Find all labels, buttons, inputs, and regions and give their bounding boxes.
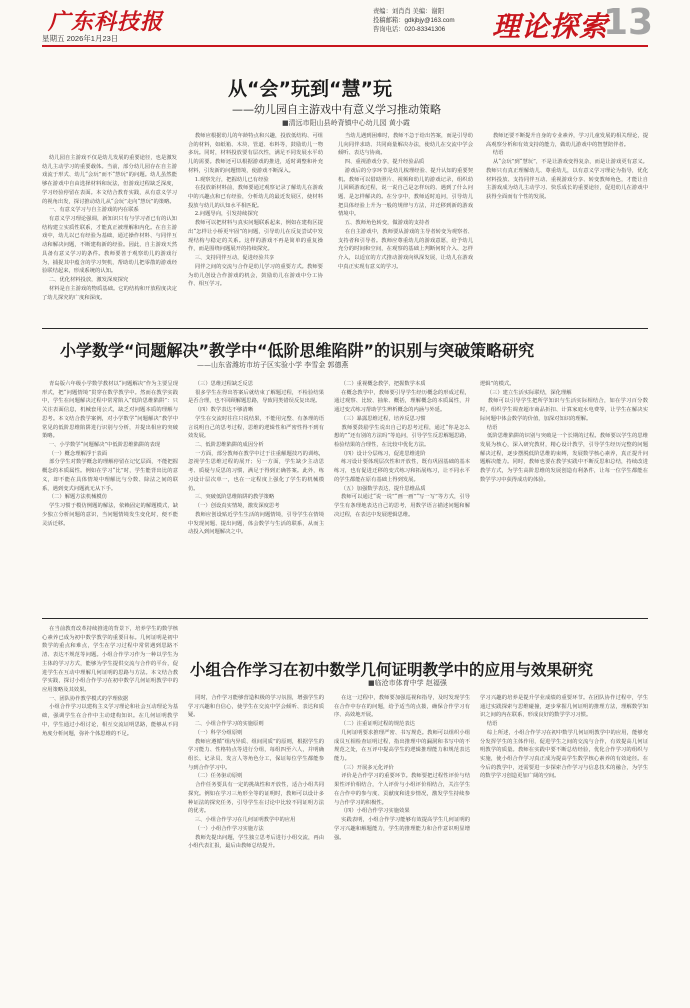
publication-date: 星期五 2026年1月23日 bbox=[42, 34, 119, 43]
masthead-divider bbox=[42, 45, 648, 47]
article2-column-2: （三）思维过程缺乏反思 很多学生在得出答案后就结束了解题过程，不检验结果是否合理，也不回顾解题思路，导致同类错误反复出现。 （四）数学表达不够清晰 学生在交流时往往只说结果，不能用完整、有条理的语言说明自己的思考过程，思维的逻辑性和严密性得不到有效发展。 二、低阶思维陷阱的成因分析 一方面，部分教师在教学中过于注重解题技巧的训练，忽视学生思维过程的展开；另一方面，学生缺少主动思考、质疑与反思的习惯，满足于得到正确答案。此外，练习设计层次单一，也在一定程度上强化了学生的机械模仿。 三、突破低阶思维陷阱的教学策略 （一）创设真实情境，激发深度思考 教师应创设贴近学生生活的问题情境，引导学生在情境中发现问题、提出问题，体会数学与生活的联系，从而主动投入到问题解决之中。 bbox=[188, 381, 324, 536]
section-divider bbox=[42, 328, 648, 329]
article3-title: 小组合作学习在初中数学几何证明教学中的应用与效果研究 bbox=[190, 661, 594, 679]
article1-column-2: 教师应根据幼儿的年龄特点和兴趣，投放低结构、可组合的材料，如纸箱、木块、管道、布料等，鼓励幼儿一物多玩。同时，材料投放要有层次性，满足不同发展水平幼儿的需要。教师还可以根据游戏的推进，适时调整和补充材料，引发新的问题情境，使游戏不断深入。 1.观察先行，把握幼儿已有经验 在投放新材料前，教师要通过观察记录了解幼儿在游戏中的兴趣点和已有经验，分析幼儿的最近发展区，使材料投放与幼儿的认知水平相匹配。 2.问题导向，引发持续探究 教师可以把材料与真实问题联系起来，例如在建构区提出“怎样让小桥更牢固”的问题，引导幼儿在反复尝试中发现结构与稳定的关系。这样的游戏不再是简单的重复操作，而是围绕问题展开的持续探究。 三、支持同伴互动，促进经验共享 同伴之间的交流与合作是幼儿学习的重要方式。教师要为幼儿创设合作游戏的机会，鼓励幼儿在游戏中分工协作、相互学习。 bbox=[188, 133, 323, 288]
article1-column-4: 教师还要不断提升自身的专业素养，学习儿童发展的相关理论，提高观察分析和有效支持的能力，做幼儿游戏中的智慧陪伴者。 结语 从“会玩”到“慧玩”，不是让游戏变得复杂，而是让游戏更有意义。教师只有真正理解幼儿、尊重幼儿，以有意义学习理论为指导，优化材料投放、支持同伴互动、重视游戏分享、转变教师角色，才能让自主游戏成为幼儿主动学习、快乐成长的重要途径，促进幼儿在游戏中获得全面而有个性的发展。 bbox=[486, 133, 648, 201]
article1-byline: ■清远市阳山县岭背镇中心幼儿园 黄小霞 bbox=[282, 119, 410, 127]
article3-byline: ■临沧市体育中学 赵福强 bbox=[368, 679, 447, 687]
article1-column-3: 当幼儿遇到困难时，教师不急于给出答案，而是引导幼儿向同伴求助、共同商量解决办法，使幼儿在交流中学会倾听、表达与协商。 四、重视游戏分享，提升经验品质 游戏后的分享环节是幼儿梳理经验、提升认知的重要契机。教师可以借助照片、视频和幼儿的游戏记录，组织幼儿回顾游戏过程，说一说自己是怎样玩的、遇到了什么问题、是怎样解决的。在分享中，教师适时追问，引导幼儿把具体经验上升为一般的规律与方法，并迁移到新的游戏情境中。 五、教师角色转变，做游戏的支持者 在自主游戏中，教师要从游戏的主导者转变为观察者、支持者和引导者。教师应尊重幼儿的游戏意愿，给予幼儿充分的时间和空间，在观察的基础上判断何时介入、怎样介入，以适宜的方式推动游戏向纵深发展，让幼儿在游戏中真正实现有意义的学习。 bbox=[338, 133, 473, 270]
article3-column-1: 在当前教育改革持续推进的背景下，培养学生的数学核心素养已成为初中数学教学的重要目标。几何证明是初中数学的重点和难点，学生在学习过程中常常遇到思路不清、表达不规范等问题。小组合作学习作为一种以学生为主体的学习方式，能够为学生提供交流与合作的平台，促进学生在互动中理解几何证明的思路与方法。本文结合教学实践，探讨小组合作学习在初中数学几何证明教学中的应用策略及其效果。 一、团队协作教学模式的学理依据 小组合作学习以建构主义学习理论和社会互动理论为基础，强调学生在合作中主动建构知识。在几何证明教学中，学生通过小组讨论，相互交流证明思路，能够从不同角度分析问题，弥补个体思维的不足。 bbox=[42, 626, 178, 737]
article2-byline: ——山东省潍坊市坊子区实验小学 李雪金 郭德燕 bbox=[197, 361, 349, 369]
article3-column-4: 学习兴趣的培养是提升学业成绩的重要环节。在团队协作过程中，学生通过实践探索与思维碰撞，逐步掌握几何证明的推理方法，理解数学知识之间的内在联系，形成良好的数学学习习惯。 结语 综上所述，小组合作学习在初中数学几何证明教学中的应用，能够充分发挥学生的主体作用，促进学生之间的交流与合作，有效提高几何证明教学的质量。教师在实践中要不断总结经验，优化合作学习的组织与实施，使小组合作学习真正成为提高学生数学核心素养的有效途径。在今后的教学中，还需要进一步探索合作学习与信息技术的融合，为学生的数学学习创造更加广阔的空间。 bbox=[480, 695, 648, 780]
masthead bbox=[0, 0, 690, 56]
page-number: 13 bbox=[603, 2, 654, 43]
article2-column-1: 青岛版六年级小学数学教材以“问题解决”作为主要呈现形式，把“问题情境”贯穿在数学教学中。然而在教学实践中，学生在问题解决过程中常常陷入“低阶思维陷阱”：只关注表面信息，机械套用公式，缺乏对问题本质的理解与思考。本文结合教学案例，对小学数学“问题解决”教学中常见的低阶思维陷阱进行识别与分析，并提出相应的突破策略。 一、小学数学“问题解决”中低阶思维陷阱的表现 （一）概念理解浮于表面 部分学生对数学概念的理解停留在记忆层面，不能把握概念的本质属性。例如在学习“比”时，学生能背出比的意义，却不能在具体情境中理解比与分数、除法之间的联系，遇到变式问题就无从下手。 （二）解题方法机械模仿 学生习惯于模仿例题的解法，依赖固定的解题模式，缺少独立分析问题的意识，当问题情境发生变化时，便不能灵活迁移。 bbox=[42, 381, 178, 527]
editor-credits: 责编：刘肖肖 美编：谢阳 bbox=[373, 8, 445, 15]
article3-column-2: 同时，合作学习能够营造积极的学习氛围，增强学生的学习兴趣和自信心，使学生在交流中学会倾听、表达和质疑。 二、小组合作学习的实施原则 （一）科学分组原则 教师应遵循“组内异质、组间同质”的原则，根据学生的学习能力、性格特点等进行分组，每组四至六人，并明确组长、记录员、发言人等角色分工，保证每位学生都能参与到合作学习中。 （二）任务驱动原则 合作任务要具有一定的挑战性和开放性，适合小组共同探究。例如在学习三角形全等的证明时，教师可以设计多种证法的探究任务，引导学生在讨论中比较不同证明方法的优劣。 三、小组合作学习在几何证明教学中的应用 （一）小组合作学习实施方法 教师先提出问题，学生独立思考后进行小组交流，再由小组代表汇报，最后由教师总结提升。 bbox=[188, 695, 324, 850]
section-divider bbox=[42, 618, 648, 619]
article1-title: 从“会”玩到“慧”玩 bbox=[228, 78, 392, 100]
article2-column-4: 逻辑”的模式。 （三）建立生活实际联结，深化理解 教师可以引导学生把所学知识与生活实际相结合，如在学习百分数时，组织学生调查超市商品折扣、计算家庭水电费等，让学生在解决实际问题中体会数学的价值，加深对知识的理解。 结语 低阶思维陷阱的识别与突破是一个长期的过程。教师要以学生的思维发展为核心，深入研究教材，精心设计教学，引导学生经历完整的问题解决过程，逐步摆脱低阶思维的束缚，发展数学核心素养，真正提升问题解决能力。同时，教师也要在教学实践中不断反思和总结，持续改进教学方式，为学生高阶思维的发展创造有利条件，让每一位学生都能在数学学习中获得成功的体验。 bbox=[480, 381, 648, 483]
section-title: 理论探索 bbox=[492, 10, 609, 43]
contribution-email: 投稿邮箱：gdkjbjy@163.com bbox=[373, 17, 455, 24]
article2-title: 小学数学“问题解决”教学中“低阶思维陷阱”的识别与突破策略研究 bbox=[60, 341, 535, 360]
newspaper-logo: 广东科技报 bbox=[48, 9, 164, 35]
article3-column-3: 在这一过程中，教师要加强巡视和指导，及时发现学生在合作中存在的问题，给予适当的点拨，确保合作学习有序、高效地开展。 （二）注重证明过程的规范表达 几何证明要求推理严密、书写规范。教师可以组织小组成员互相检查证明过程，指出推理中的漏洞和书写中的不规范之处，在互评中提高学生的逻辑推理能力和规范表达能力。 （三）开展多元化评价 评价是合作学习的重要环节。教师要把过程性评价与结果性评价相结合，个人评价与小组评价相结合，关注学生在合作中的参与度、贡献度和进步情况，激发学生持续参与合作学习的积极性。 （四）小组合作学习实施效果 实践表明，小组合作学习能够有效提高学生几何证明的学习兴趣和解题能力，学生的推理能力和合作意识明显增强。 bbox=[334, 695, 470, 841]
article2-column-3: （二）重视概念教学，把握数学本质 在概念教学中，教师要引导学生经历概念的形成过程，通过观察、比较、抽象、概括，理解概念的本质属性，并通过变式练习帮助学生辨析概念的内涵与外延。 （三）暴露思维过程，培养反思习惯 教师要鼓励学生说出自己的思考过程，通过“你是怎么想的”“还有别的方法吗”等追问，引导学生反思解题思路，检验结果的合理性，在比较中优化方法。 （四）设计分层练习，促进思维进阶 练习设计要体现层次性和开放性，既有巩固基础的基本练习，也有促进迁移的变式练习和拓展练习，让不同水平的学生都能在原有基础上得到发展。 （五）加强数学表达，提升思维品质 教师可以通过“说一说”“画一画”“写一写”等方式，引导学生有条理地表达自己的思考，用数学语言描述问题和解决过程，在表达中发展逻辑思维。 bbox=[334, 381, 470, 518]
article1-subtitle: ——幼儿园自主游戏中有意义学习推动策略 bbox=[232, 103, 441, 116]
article1-column-1: 幼儿园自主游戏不仅是幼儿发展的重要途径，也是激发幼儿主动学习的重要载体。当前，部分幼儿园存在自主游戏流于形式、幼儿“会玩”而不“慧玩”的问题。幼儿虽然能够在游戏中自由选择材料和玩法，但游戏过程缺乏深度，学习经验停留在表面。本文结合教育实践，从有意义学习的视角出发，探讨推动幼儿从“会玩”走向“慧玩”的策略。 一、有意义学习与自主游戏的内在联系 有意义学习理论强调，新知识只有与学习者已有的认知结构建立实质性联系，才能真正被理解和内化。在自主游戏中，幼儿以已有经验为基础，通过操作材料、与同伴互动和解决问题，不断建构新的经验。因此，自主游戏天然具备有意义学习的条件。教师要善于观察幼儿的游戏行为，捕捉其中蕴含的学习契机，帮助幼儿把零散的游戏经验联结起来，形成系统的认知。 二、优化材料投放，激发深度探究 材料是自主游戏的物质基础。它的结构和开放程度决定了幼儿探究的广度和深度。 bbox=[42, 155, 177, 301]
contact-phone: 咨询电话：020-83341306 bbox=[373, 26, 446, 33]
